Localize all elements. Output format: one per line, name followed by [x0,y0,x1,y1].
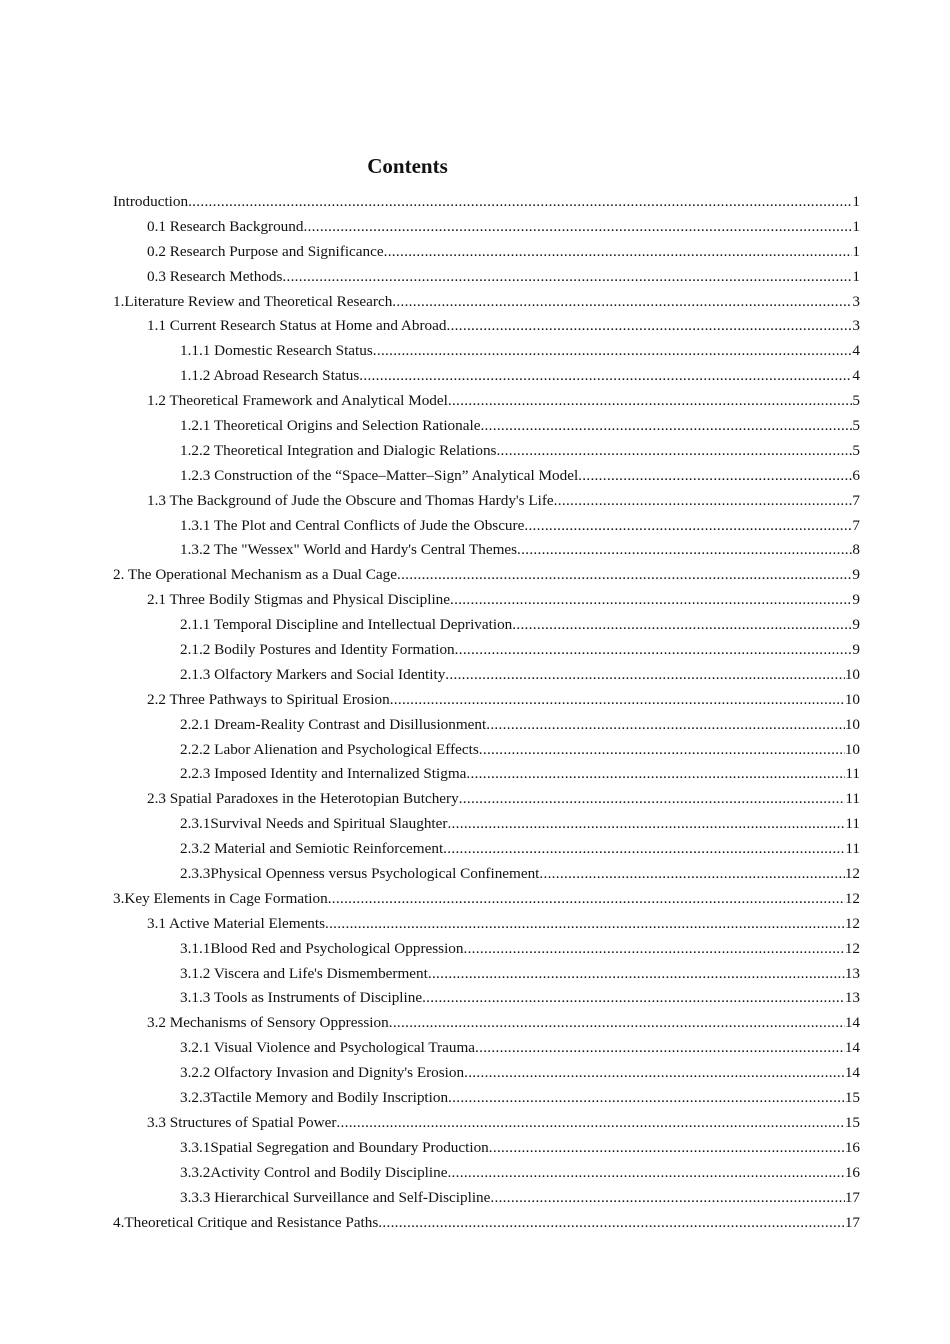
toc-entry[interactable] [113,1211,860,1236]
toc-entry[interactable] [113,1161,860,1186]
toc-dot-leader [459,787,846,812]
toc-dot-leader [397,563,852,588]
toc-entry-title: 2.3 Spatial Paradoxes in the Heterotopian Butchery [147,790,459,808]
toc-entry[interactable] [113,812,860,837]
toc-dot-leader [496,439,852,464]
toc-entry-page-number: 10 [844,665,860,683]
toc-entry[interactable] [113,314,860,339]
toc-entry[interactable] [113,265,860,290]
toc-entry-title: 1.3 The Background of Jude the Obscure and Thomas Hardy's Life [147,491,554,509]
toc-entry-page-number: 8 [852,541,860,559]
toc-entry-title: 3.2.3Tactile Memory and Bodily Inscription [180,1089,449,1107]
toc-entry-page-number: 10 [844,690,860,708]
toc-entry-title: 3.3.2Activity Control and Bodily Discipline [180,1163,448,1181]
toc-dot-leader [378,1211,845,1236]
toc-entry-title: 2.1.2 Bodily Postures and Identity Formation [180,641,455,659]
toc-entry[interactable] [113,912,860,937]
toc-entry-page-number: 14 [844,1064,860,1082]
toc-entry-title: 3.3.1Spatial Segregation and Boundary Production [180,1138,489,1156]
toc-entry[interactable] [113,364,860,389]
toc-dot-leader [282,265,852,290]
toc-dot-leader [539,862,844,887]
toc-entry[interactable] [113,738,860,763]
toc-dot-leader [463,937,844,962]
toc-entry-page-number: 1 [852,217,860,235]
toc-dot-leader [328,887,845,912]
toc-entry-title: 2. The Operational Mechanism as a Dual Cage [113,566,397,584]
toc-entry-title: 1.3.2 The "Wessex" World and Hardy's Central Themes [180,541,518,559]
toc-entry-page-number: 4 [852,367,860,385]
toc-entry-page-number: 10 [844,740,860,758]
toc-entry[interactable] [113,663,860,688]
toc-entry-title: 1.2.1 Theoretical Origins and Selection Rationale [180,417,481,434]
toc-entry-title: 1.Literature Review and Theoretical Research [113,292,393,310]
toc-dot-leader [373,339,853,364]
toc-entry[interactable] [113,1061,860,1086]
toc-entry[interactable] [113,1036,860,1061]
toc-entry-page-number: 11 [845,840,860,858]
toc-dot-leader [517,538,852,563]
toc-dot-leader [447,812,845,837]
toc-entry[interactable] [113,538,860,563]
toc-entry[interactable] [113,638,860,663]
toc-entry-page-number: 16 [844,1138,860,1156]
toc-entry-page-number: 1 [852,267,860,285]
toc-entry-page-number: 13 [844,989,860,1007]
contents-title: Contents [367,154,448,178]
toc-dot-leader [359,364,852,389]
toc-entry[interactable] [113,240,860,265]
toc-entry[interactable] [113,215,860,240]
toc-dot-leader [479,738,845,763]
toc-entry[interactable] [113,613,860,638]
toc-entry-title: 3.2.1 Visual Violence and Psychological Trauma [180,1039,476,1057]
toc-entry-page-number: 5 [852,392,860,410]
toc-entry[interactable] [113,862,860,887]
toc-dot-leader [443,837,845,862]
toc-entry-page-number: 16 [844,1163,860,1181]
toc-dot-leader [524,514,852,539]
toc-entry[interactable] [113,414,860,439]
toc-entry-title: 2.2.1 Dream-Reality Contrast and Disillusionment [180,715,487,733]
toc-entry-page-number: 14 [844,1014,860,1032]
toc-entry[interactable] [113,688,860,713]
toc-entry-title: 2.2 Three Pathways to Spiritual Erosion [147,690,390,708]
toc-entry-title: 1.2.2 Theoretical Integration and Dialogic Relations [180,441,497,459]
toc-entry[interactable] [113,588,860,613]
toc-entry-page-number: 15 [844,1089,860,1107]
toc-entry-title: 2.3.3Physical Openness versus Psychological Confinement [180,865,540,883]
toc-entry[interactable] [113,489,860,514]
toc-entry-title: 3.Key Elements in Cage Formation [113,889,328,907]
toc-entry-title: 0.2 Research Purpose and Significance [147,242,384,260]
toc-entry-page-number: 5 [852,441,860,459]
toc-entry-title: 4.Theoretical Critique and Resistance Paths [113,1213,379,1231]
toc-entry-title: 3.2.2 Olfactory Invasion and Dignity's Erosion [180,1064,465,1082]
toc-entry[interactable] [113,1011,860,1036]
toc-entry-page-number: 9 [852,566,860,584]
toc-entry-page-number: 17 [844,1213,860,1231]
toc-entry-page-number: 5 [852,417,860,434]
toc-dot-leader [489,1136,845,1161]
toc-entry-page-number: 11 [845,790,860,808]
toc-entry-title: 3.3.3 Hierarchical Surveillance and Self-Discipline [180,1188,491,1206]
toc-entry-title: 3.1 Active Material Elements [147,914,325,932]
toc-dot-leader [554,489,853,514]
toc-entry[interactable] [113,290,860,315]
toc-entry-title: 1.1.1 Domestic Research Status [180,342,373,360]
toc-entry-page-number: 7 [852,491,860,509]
toc-entry-title: 0.3 Research Methods [147,267,283,285]
toc-entry-title: 1.3.1 The Plot and Central Conflicts of Jude the Obscure [180,516,525,534]
toc-dot-leader [512,613,852,638]
toc-entry-title: 2.2.2 Labor Alienation and Psychological Effects [180,740,479,758]
toc-entry[interactable] [113,837,860,862]
toc-dot-leader [480,414,852,439]
toc-dot-leader [447,1161,844,1186]
toc-dot-leader [392,290,852,315]
toc-entry-page-number: 13 [844,964,860,982]
toc-entry-page-number: 11 [845,815,860,833]
toc-entry-title: 2.1 Three Bodily Stigmas and Physical Discipline [147,591,451,609]
toc-entry[interactable] [113,1186,860,1211]
toc-dot-leader [464,1061,845,1086]
toc-entry[interactable] [113,514,860,539]
toc-entry-title: 1.1.2 Abroad Research Status [180,367,360,385]
toc-entry-page-number: 14 [844,1039,860,1057]
toc-entry-page-number: 1 [852,242,860,260]
toc-entry[interactable] [113,762,860,787]
toc-entry-title: 1.1 Current Research Status at Home and Abroad [147,317,447,335]
toc-dot-leader [486,713,845,738]
toc-entry-page-number: 17 [844,1188,860,1206]
toc-entry-title: 0.1 Research Background [147,217,304,235]
toc-entry[interactable] [113,987,860,1012]
toc-entry[interactable] [113,1086,860,1111]
toc-entry[interactable] [113,887,860,912]
toc-entry-page-number: 9 [852,616,860,634]
toc-entry-page-number: 6 [852,466,860,484]
toc-entry-title: 2.3.2 Material and Semiotic Reinforcement [180,840,444,858]
toc-entry[interactable] [113,787,860,812]
toc-entry-page-number: 11 [845,765,860,783]
toc-entry-page-number: 12 [844,889,860,907]
toc-entry-page-number: 10 [844,715,860,733]
toc-entry[interactable] [113,339,860,364]
toc-entry[interactable] [113,190,860,215]
toc-dot-leader [422,986,845,1011]
toc-entry[interactable] [113,563,860,588]
toc-entry[interactable] [113,464,860,489]
toc-entry[interactable] [113,1111,860,1136]
toc-entry[interactable] [113,962,860,987]
toc-entry-title: 3.3 Structures of Spatial Power [147,1113,337,1131]
toc-entry-page-number: 9 [852,641,860,659]
toc-entry-page-number: 12 [844,865,860,883]
toc-dot-leader [475,1036,845,1061]
toc-entry-page-number: 3 [852,292,860,310]
toc-dot-leader [578,464,852,489]
toc-entry-title: 3.1.1Blood Red and Psychological Oppression [180,939,464,957]
toc-dot-leader [466,762,845,787]
toc-entry[interactable] [113,713,860,738]
toc-entry-page-number: 12 [844,914,860,932]
toc-entry-title: 2.1.1 Temporal Discipline and Intellectual Deprivation [180,616,513,634]
toc-dot-leader [303,215,852,240]
toc-entry-page-number: 4 [852,342,860,360]
toc-entry-page-number: 1 [852,192,860,210]
toc-dot-leader [389,1011,845,1036]
toc-entry-title: 3.1.3 Tools as Instruments of Discipline [180,989,423,1007]
toc-entry[interactable] [113,439,860,464]
toc-dot-leader [450,588,852,613]
toc-dot-leader [390,688,845,713]
toc-dot-leader [448,1086,845,1111]
toc-entry-page-number: 9 [852,591,860,609]
toc-entry-title: 3.1.2 Viscera and Life's Dismemberment [180,964,428,982]
toc-dot-leader [384,240,853,265]
toc-dot-leader [325,912,845,937]
toc-dot-leader [188,190,852,215]
toc-entry-title: 2.1.3 Olfactory Markers and Social Identity [180,665,446,683]
table-of-contents [113,190,860,1235]
toc-entry-title: Introduction [113,192,189,210]
toc-dot-leader [445,663,845,688]
toc-dot-leader [428,962,845,987]
toc-entry-page-number: 3 [852,317,860,335]
toc-entry-title: 3.2 Mechanisms of Sensory Oppression [147,1014,389,1032]
toc-dot-leader [336,1111,844,1136]
toc-entry-title: 2.3.1Survival Needs and Spiritual Slaughter [180,815,448,833]
toc-dot-leader [448,389,853,414]
toc-entry[interactable] [113,937,860,962]
toc-entry-page-number: 15 [844,1113,860,1131]
toc-dot-leader [446,314,852,339]
toc-entry-title: 1.2.3 Construction of the “Space–Matter–Sign” Analytical Model [180,466,579,484]
toc-entry-title: 1.2 Theoretical Framework and Analytical Model [147,392,448,410]
toc-dot-leader [455,638,853,663]
toc-dot-leader [490,1186,844,1211]
toc-entry-page-number: 7 [852,516,860,534]
toc-entry-page-number: 12 [844,939,860,957]
toc-entry[interactable] [113,1136,860,1161]
toc-entry[interactable] [113,389,860,414]
toc-entry-title: 2.2.3 Imposed Identity and Internalized Stigma [180,765,467,783]
